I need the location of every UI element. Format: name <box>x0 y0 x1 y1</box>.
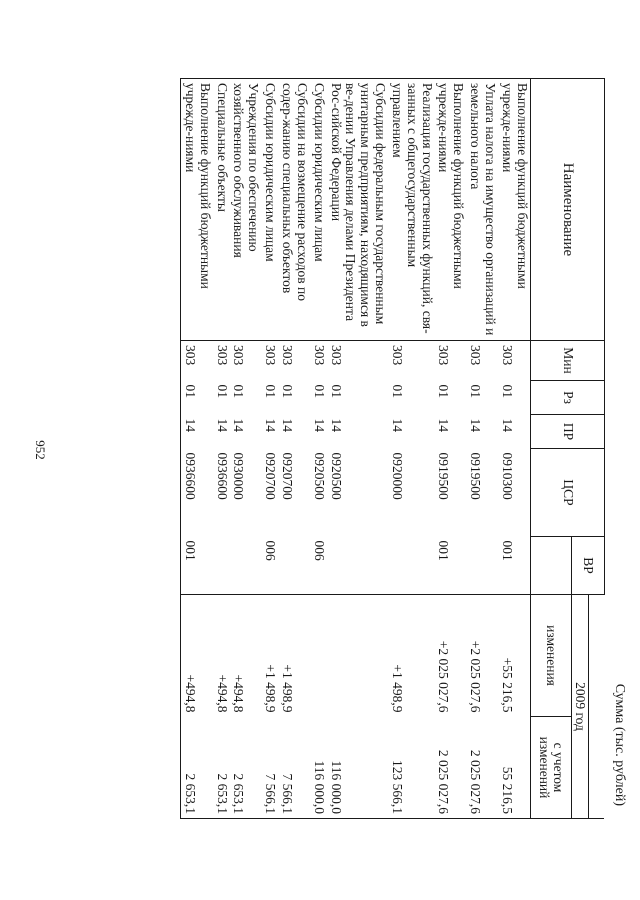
cell-min: 303 <box>468 345 484 366</box>
cell-pr: 14 <box>468 418 484 432</box>
cell-name: Выполнение функций бюджетными учрежде-ниями <box>498 79 530 341</box>
header-top-band <box>589 595 605 819</box>
cell-name: Специальные объекты <box>213 79 230 341</box>
cell-min: 303 <box>499 345 515 366</box>
table-row <box>327 79 388 819</box>
cell-csr: 0919500 <box>436 452 452 500</box>
header-vr-spacer <box>530 537 571 595</box>
header-min: Мин <box>530 341 604 381</box>
cell-name: Выполнение функций бюджетными учрежде-ниями <box>435 79 467 341</box>
cell-pr: 14 <box>231 418 247 432</box>
cell-change <box>327 595 388 717</box>
cell-csr: 0936600 <box>181 449 213 537</box>
cell-csr: 0920500 <box>328 452 344 500</box>
cell-total: 123 566,1 <box>388 717 435 819</box>
cell-vr <box>213 537 230 595</box>
header-year: 2009 год <box>571 595 589 819</box>
cell-total: 2 025 027,6 <box>466 717 498 819</box>
cell-min: 303 <box>389 345 405 366</box>
table-row <box>278 79 310 819</box>
cell-pr: 14 <box>280 418 295 432</box>
table-row <box>466 79 498 819</box>
cell-total: 7 566,1 <box>278 717 310 819</box>
cell-total: 55 216,5 <box>498 717 530 819</box>
unit-caption: Сумма (тыс. рублей) <box>612 683 627 806</box>
cell-change: +494,8 <box>181 595 213 717</box>
cell-csr: 0930000 <box>231 452 247 500</box>
table-row <box>181 79 213 819</box>
cell-vr: 006 <box>261 537 278 595</box>
table-row <box>261 79 278 819</box>
header-csr: ЦСР <box>530 449 604 537</box>
cell-vr: 001 <box>435 537 467 595</box>
cell-total: 116 000,0 <box>327 717 388 819</box>
cell-rz: 01 <box>328 384 344 398</box>
cell-change: +494,8 <box>214 674 230 713</box>
cell-rz: 01 <box>214 384 230 398</box>
cell-change: +1 498,9 <box>280 664 295 713</box>
table-row <box>213 79 230 819</box>
cell-min: 303 <box>436 345 452 366</box>
cell-total: 2 025 027,6 <box>435 717 467 819</box>
cell-change <box>310 595 327 717</box>
cell-csr: 0910300 <box>499 452 515 500</box>
header-name: Наименование <box>530 79 604 341</box>
table-row <box>435 79 467 819</box>
rotated-document <box>160 78 627 818</box>
cell-rz: 01 <box>311 384 327 398</box>
page-number: 952 <box>33 440 48 460</box>
cell-min: 303 <box>311 345 327 366</box>
cell-total: 2 653,1 <box>181 717 213 819</box>
header-vr: ВР <box>571 537 604 595</box>
cell-min: 303 <box>328 345 344 366</box>
table-row <box>388 79 435 819</box>
cell-rz: 01 <box>280 384 295 398</box>
cell-name: Уплата налога на имущество организаций и земельного налога <box>466 79 498 341</box>
cell-pr: 14 <box>328 418 344 432</box>
cell-change: +55 216,5 <box>499 657 515 713</box>
cell-pr: 14 <box>499 418 515 432</box>
cell-csr: 0919500 <box>468 452 484 500</box>
cell-pr: 14 <box>311 418 327 432</box>
cell-name: Выполнение функций бюджетными учрежде-ниями <box>181 79 213 341</box>
cell-min: 303 <box>231 345 247 366</box>
cell-rz: 01 <box>499 384 515 398</box>
header-change: изменения <box>530 595 571 717</box>
cell-rz: 01 <box>389 384 405 398</box>
cell-rz: 01 <box>468 384 484 398</box>
cell-pr: 14 <box>181 415 213 449</box>
cell-csr: 0936600 <box>214 452 230 500</box>
cell-name: Субсидии юридическим лицам <box>310 79 327 341</box>
cell-pr: 14 <box>389 418 405 432</box>
cell-vr <box>278 537 310 595</box>
cell-pr: 14 <box>263 418 279 432</box>
cell-change: +1 498,9 <box>389 664 405 713</box>
table-body <box>181 79 531 819</box>
budget-table <box>180 78 605 819</box>
header-pr: ПР <box>530 415 604 449</box>
cell-vr <box>230 537 262 595</box>
cell-csr: 0920500 <box>311 452 327 500</box>
cell-change: +494,8 <box>231 674 247 713</box>
cell-name: Реализация государственных функций, свя-занных с общегосударственным управлением <box>388 79 435 341</box>
table-row <box>310 79 327 819</box>
cell-rz: 01 <box>231 384 247 398</box>
cell-rz: 01 <box>436 384 452 398</box>
cell-change: +2 025 027,6 <box>468 640 484 713</box>
cell-name: Субсидии юридическим лицам <box>261 79 278 341</box>
cell-name: Субсидии федеральным государственным унитарным предприятиям, находящимся в ве-дении Управления делами Президента Рос-сийской Федерации <box>327 79 388 341</box>
cell-total: 116 000,0 <box>310 717 327 819</box>
cell-vr <box>327 537 388 595</box>
table-row <box>230 79 262 819</box>
cell-vr <box>466 537 498 595</box>
cell-total: 7 566,1 <box>261 717 278 819</box>
cell-vr <box>388 537 435 595</box>
cell-min: 303 <box>181 341 213 381</box>
cell-vr: 001 <box>498 537 530 595</box>
cell-csr: 0920700 <box>280 452 295 500</box>
header-rz: Рз <box>530 381 604 415</box>
cell-rz: 01 <box>181 381 213 415</box>
cell-vr: 006 <box>310 537 327 595</box>
cell-min: 303 <box>214 345 230 366</box>
cell-min: 303 <box>263 345 279 366</box>
cell-name: Субсидии на возмещение расходов по содер-жанию специальных объектов <box>278 79 310 341</box>
cell-change: +2 025 027,6 <box>436 640 452 713</box>
cell-total: 2 653,1 <box>230 717 262 819</box>
cell-pr: 14 <box>436 418 452 432</box>
cell-rz: 01 <box>263 384 279 398</box>
cell-total: 2 653,1 <box>213 717 230 819</box>
cell-min: 303 <box>280 345 295 366</box>
header-total: с учетом изменений <box>530 717 571 819</box>
cell-name: Учреждения по обеспечению хозяйственного обслуживания <box>230 79 262 341</box>
cell-change: +1 498,9 <box>263 664 279 713</box>
cell-pr: 14 <box>214 418 230 432</box>
table-row <box>498 79 530 819</box>
cell-csr: 0920700 <box>263 452 279 500</box>
cell-csr: 0920000 <box>389 452 405 500</box>
cell-vr: 001 <box>181 537 213 595</box>
